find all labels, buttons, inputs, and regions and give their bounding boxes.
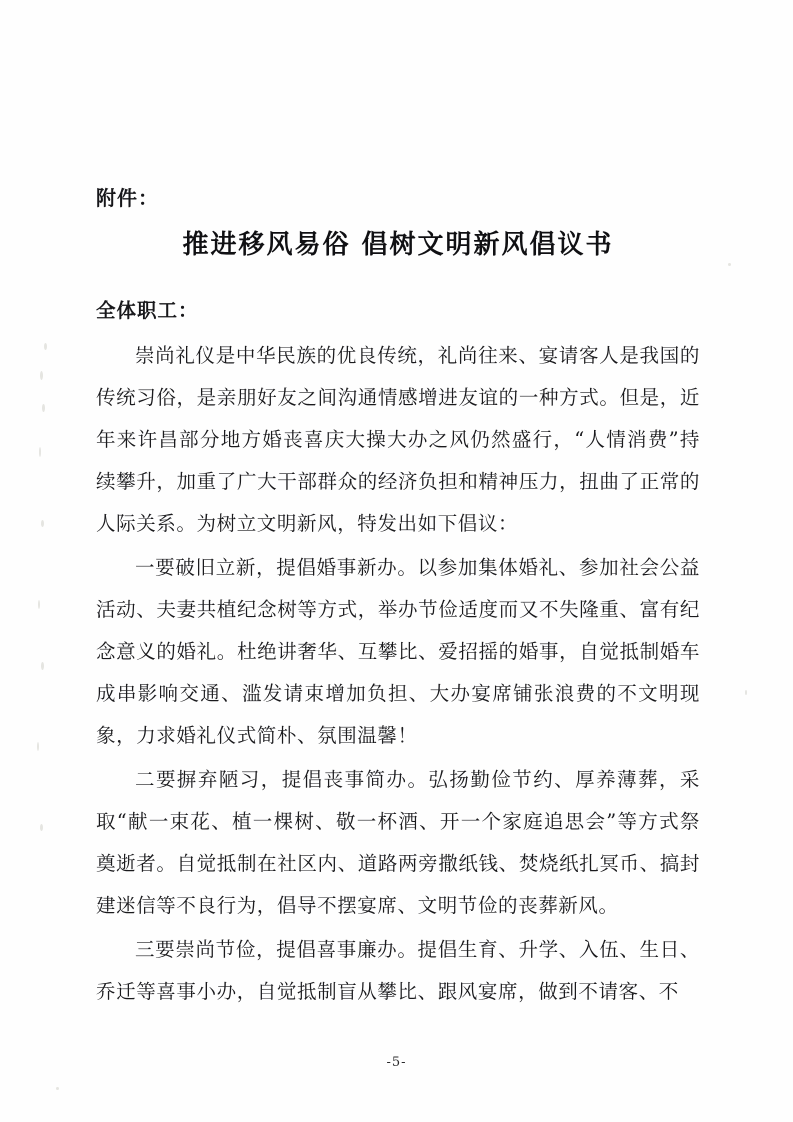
page-number: -5-: [386, 1055, 407, 1070]
paragraph: 三要崇尚节俭，提倡喜事廉办。提倡生育、升学、入伍、生日、乔迁等喜事小办，自觉抵制盲从攀比、跟风宴席，做到不请客、不: [96, 938, 700, 1003]
page-title: 推进移风易俗 倡树文明新风倡议书: [182, 230, 614, 260]
attachment-label: 附件：: [96, 186, 159, 210]
document-body: [96, 186, 700, 1015]
scan-speck: [40, 371, 43, 380]
scan-speck: [41, 662, 44, 670]
scan-speck: [40, 824, 43, 831]
scan-speck: [38, 600, 40, 609]
scan-speck: [42, 404, 45, 412]
salutation: 全体职工：: [96, 299, 199, 322]
scan-speck: [745, 690, 747, 695]
scan-speck: [56, 1087, 59, 1090]
paragraph: 崇尚礼仪是中华民族的优良传统，礼尚往来、宴请客人是我国的传统习俗，是亲朋好友之间沟通情感增进友谊的一种方式。但是，近年来许昌部分地方婚丧喜庆大操大办之风仍然盛行，“人情消费”持续攀升，加重了广大干部群众的经济负担和精神压力，扭曲了正常的人际关系。为树立文明新风，特发出如下倡议：: [96, 344, 700, 535]
scan-speck: [39, 447, 41, 457]
scan-speck: [728, 263, 731, 266]
paragraph: 二要摒弃陋习，提倡丧事简办。弘扬勤俭节约、厚养薄葬，采取“献一束花、植一棵树、敬一杯酒、开一个家庭追思会”等方式祭奠逝者。自觉抵制在社区内、道路两旁撒纸钱、焚烧纸扎冥币、搞封建迷信等不良行为，倡导不摆宴席、文明节俭的丧葬新风。: [96, 768, 700, 917]
scan-speck: [41, 520, 44, 527]
scan-speck: [44, 343, 47, 350]
scan-speck: [37, 742, 39, 751]
paragraph: 一要破旧立新，提倡婚事新办。以参加集体婚礼、参加社会公益活动、夫妻共植纪念树等方式，举办节俭适度而又不失隆重、富有纪念意义的婚礼。杜绝讲奢华、互攀比、爱招摇的婚事，自觉抵制婚车成串影响交通、滥发请束增加负担、大办宴席铺张浪费的不文明现象，力求婚礼仪式简朴、氛围温馨！: [96, 556, 700, 747]
